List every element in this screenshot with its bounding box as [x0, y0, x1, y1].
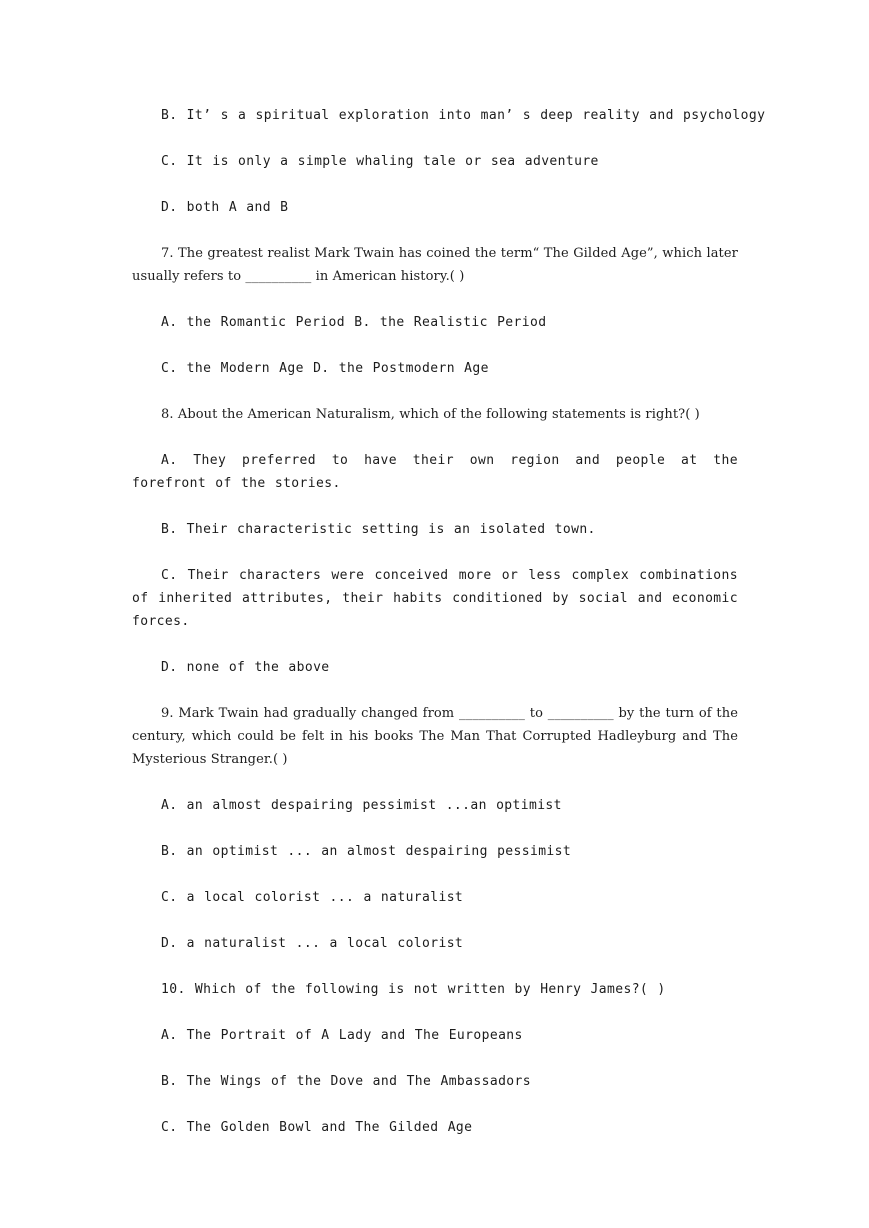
question-8-option-b: B. Their characteristic setting is an isolated town. — [161, 522, 596, 537]
option-b-moby-dick: B. It’ s a spiritual exploration into man’ s deep reality and psychology — [161, 108, 766, 123]
question-7: 7. The greatest realist Mark Twain has coined the term“ The Gilded Age”, which later usually refers to __________ in American history.( ) — [132, 246, 738, 284]
question-9-option-d: D. a naturalist ... a local colorist — [161, 936, 464, 951]
question-7-options-ab: A. the Romantic Period B. the Realistic Period — [161, 315, 547, 330]
question-7-options-cd: C. the Modern Age D. the Postmodern Age — [161, 361, 489, 376]
question-8-option-d: D. none of the above — [161, 660, 330, 675]
option-d-moby-dick: D. both A and B — [161, 200, 289, 215]
question-9-option-c: C. a local colorist ... a naturalist — [161, 890, 464, 905]
question-8-option-a: A. They preferred to have their own region and people at the forefront of the stories. — [132, 453, 738, 491]
document-body — [132, 104, 766, 1162]
question-10-option-c: C. The Golden Bowl and The Gilded Age — [161, 1120, 473, 1135]
question-9-option-b: B. an optimist ... an almost despairing pessimist — [161, 844, 572, 859]
question-10-option-a: A. The Portrait of A Lady and The Europeans — [161, 1028, 523, 1043]
question-10: 10. Which of the following is not written by Henry James?( ) — [161, 982, 666, 997]
question-9-option-a: A. an almost despairing pessimist ...an optimist — [161, 798, 562, 813]
question-9: 9. Mark Twain had gradually changed from __________ to __________ by the turn of the century, which could be felt in his books The Man That Corrupted Hadleyburg and The Mysterious Stranger.( ) — [132, 706, 738, 767]
option-c-moby-dick: C. It is only a simple whaling tale or sea adventure — [161, 154, 599, 169]
question-8: 8. About the American Naturalism, which of the following statements is right?( ) — [161, 407, 700, 422]
question-8-option-c: C. Their characters were conceived more or less complex combinations of inherited attributes, their habits conditioned by social and economic forces. — [132, 568, 738, 629]
question-10-option-b: B. The Wings of the Dove and The Ambassadors — [161, 1074, 531, 1089]
